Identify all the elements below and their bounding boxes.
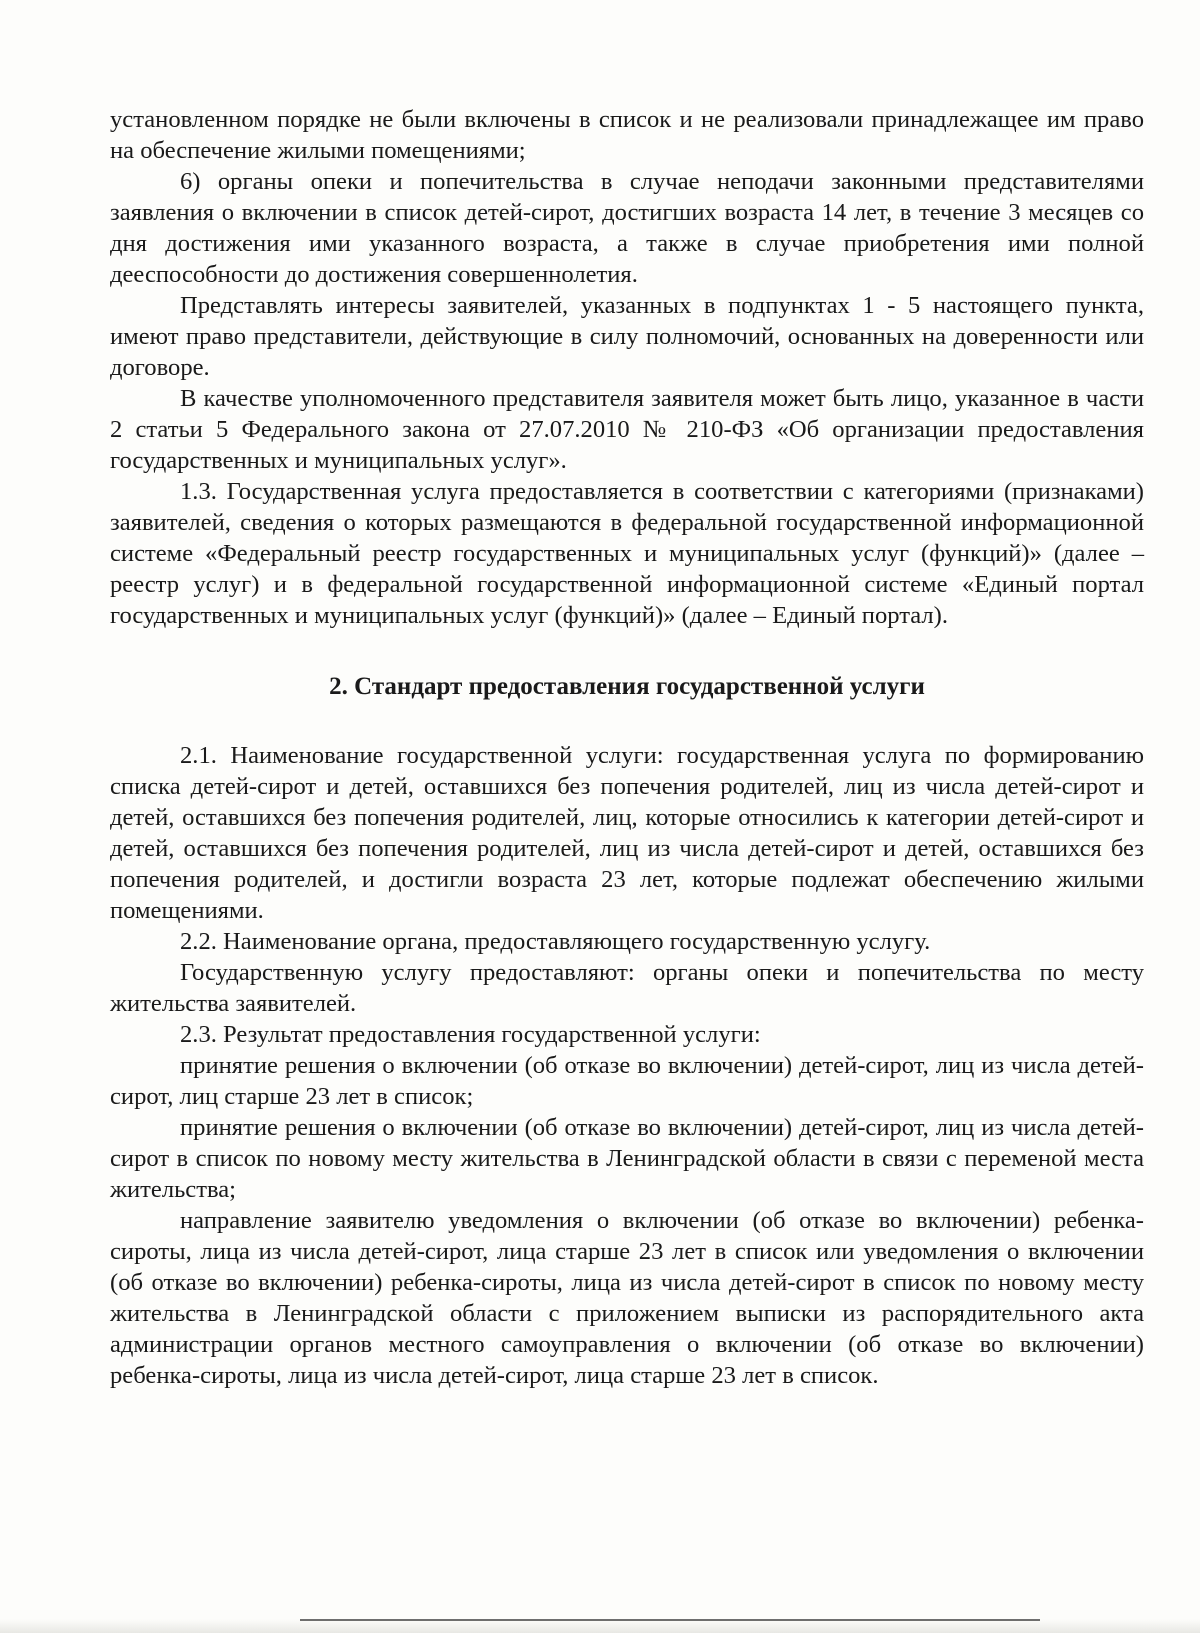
- paragraph: 2.1. Наименование государственной услуги: государственная услуга по формированию списка детей-сирот и детей, оставшихся без попечения родителей, лиц из числа детей-сирот и детей, оставшихся без попечения родителей, лиц, которые относились к категории детей-сирот и детей, оставшихся без попечения родителей, лиц из числа детей-сирот и детей, оставшихся без попечения родителей, и достигли возраста 23 лет, которые подлежат обеспечению жилыми помещениями.: [110, 742, 1144, 924]
- paragraph: 2.2. Наименование органа, предоставляющего государственную услугу.: [180, 928, 931, 955]
- paragraph: В качестве уполномоченного представителя заявителя может быть лицо, указанное в части 2 статьи 5 Федерального закона от 27.07.2010 № 210-ФЗ «Об организации предоставления государственных и муниципальных услуг».: [110, 385, 1144, 474]
- paragraph: принятие решения о включении (об отказе во включении) детей-сирот, лиц из числа детей-сирот, лиц старше 23 лет в список;: [110, 1052, 1144, 1110]
- section-heading: 2. Стандарт предоставления государственной услуги: [329, 673, 925, 700]
- paragraph: установленном порядке не были включены в список и не реализовали принадлежащее им право на обеспечение жилыми помещениями;: [110, 106, 1144, 164]
- scan-bottom-edge: [0, 1619, 1200, 1633]
- scan-artifact-line: [300, 1619, 1040, 1621]
- paragraph: Представлять интересы заявителей, указанных в подпунктах 1 - 5 настоящего пункта, имеют право представители, действующие в силу полномочий, основанных на доверенности или договоре.: [110, 292, 1144, 381]
- paragraph: принятие решения о включении (об отказе во включении) детей-сирот, лиц из числа детей-сирот в список по новому месту жительства в Ленинградской области в связи с переменой места жительства;: [110, 1114, 1144, 1203]
- paragraph: 1.3. Государственная услуга предоставляется в соответствии с категориями (признаками) заявителей, сведения о которых размещаются в федеральной государственной информационной системе «Федеральный реестр государственных и муниципальных услуг (функций)» (далее – реестр услуг) и в федеральной государственной информационной системе «Единый портал государственных и муниципальных услуг (функций)» (далее – Единый портал).: [110, 478, 1144, 629]
- paragraph: Государственную услугу предоставляют: органы опеки и попечительства по месту жительства заявителей.: [110, 959, 1144, 1017]
- paragraph: направление заявителю уведомления о включении (об отказе во включении) ребенка-сироты, лица из числа детей-сирот, лица старше 23 лет в список или уведомления о включении (об отказе во включении) ребенка-сироты, лица из числа детей-сирот в список по новому месту жительства в Ленинградской области с приложением выписки из распорядительного акта администрации органов местного самоуправления о включении (об отказе во включении) ребенка-сироты, лица из числа детей-сирот, лица старше 23 лет в список.: [110, 1207, 1144, 1389]
- paragraph: 6) органы опеки и попечительства в случае неподачи законными представителями заявления о включении в список детей-сирот, достигших возраста 14 лет, в течение 3 месяцев со дня достижения ими указанного возраста, а также в случае приобретения ими полной дееспособности до достижения совершеннолетия.: [110, 168, 1144, 288]
- paragraph: 2.3. Результат предоставления государственной услуги:: [180, 1021, 761, 1048]
